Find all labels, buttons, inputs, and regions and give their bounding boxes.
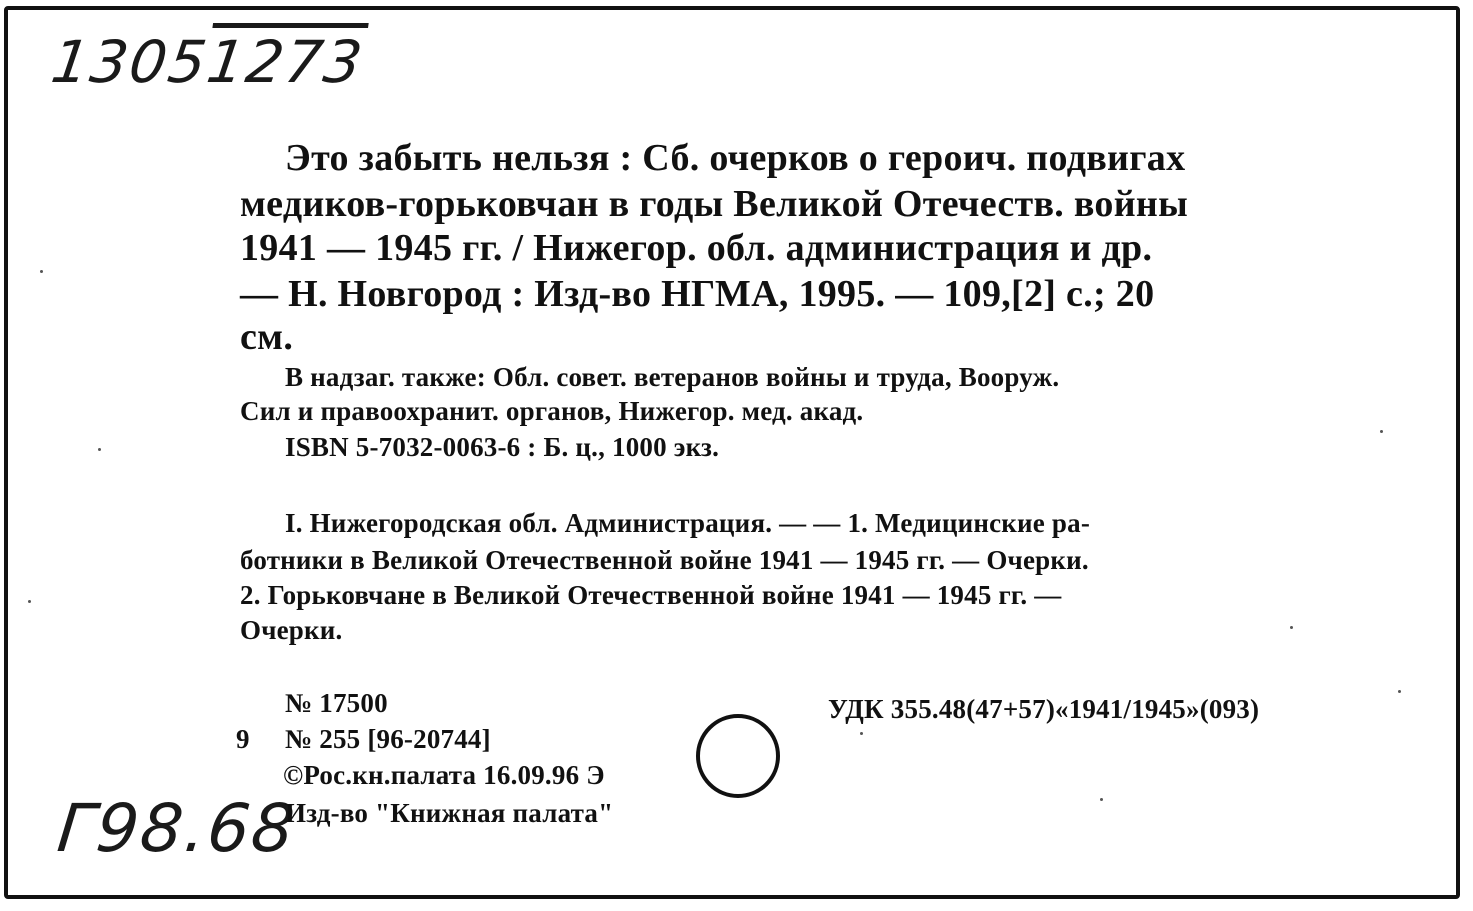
record-number-text: № 17500 [285, 688, 388, 718]
title-line-5 [240, 315, 293, 359]
tracing-line-2 [240, 545, 1089, 576]
scan-speck [40, 270, 43, 273]
prefix-digit-text: 9 [236, 724, 250, 754]
handwritten-number-overlined: 1273 [202, 28, 368, 96]
prefix-digit [236, 724, 250, 755]
order-number-text: № 255 [96-20744] [285, 724, 491, 754]
scan-speck [1100, 798, 1103, 801]
tracing-line-2-text: ботники в Великой Отечественной войне 1941 — 1945 гг. — Очерки. [240, 545, 1089, 575]
publisher-line [285, 798, 613, 829]
title-line-3 [240, 226, 1152, 270]
book-chamber-text: ©Рос.кн.палата 16.09.96 Э [283, 760, 605, 790]
udk-line [828, 694, 1259, 725]
record-number [285, 688, 388, 719]
scan-speck [28, 600, 31, 603]
note-line-2 [240, 396, 863, 427]
title-line-3-text: 1941 — 1945 гг. / Нижегор. обл. администрация и др. [240, 227, 1153, 269]
book-chamber-line [283, 760, 605, 791]
title-line-2-text: медиков-горьковчан в годы Великой Отечеств. войны [240, 183, 1189, 225]
handwritten-classification: Г98.68 [53, 790, 300, 867]
title-line-5-text: см. [240, 316, 294, 358]
scan-speck [860, 732, 863, 735]
note-line-2-text: Сил и правоохранит. органов, Нижегор. мед. акад. [240, 396, 864, 426]
tracing-line-1-text: I. Нижегородская обл. Администрация. — — 1. Медицинские ра- [285, 508, 1091, 538]
publisher-text: Изд-во "Книжная палата" [285, 798, 614, 828]
order-number [285, 724, 491, 755]
title-line-2 [240, 182, 1188, 226]
tracing-line-4-text: Очерки. [240, 615, 343, 645]
isbn-line [285, 432, 719, 463]
handwritten-shelf-number [47, 28, 368, 96]
scan-speck [1380, 430, 1383, 433]
scan-speck [1290, 626, 1293, 629]
title-line-1 [285, 136, 1378, 180]
scan-speck [98, 448, 101, 451]
tracing-line-3-text: 2. Горьковчане в Великой Отечественной войне 1941 — 1945 гг. — [240, 580, 1062, 610]
circle-stamp [696, 714, 780, 798]
tracing-line-1 [285, 508, 1090, 539]
note-line-1-text: В надзаг. также: Обл. совет. ветеранов войны и труда, Вооруж. [285, 362, 1060, 392]
handwritten-number-base: 1305 [47, 28, 213, 96]
note-line-1 [285, 362, 1059, 393]
tracing-line-3 [240, 580, 1061, 611]
isbn-text: ISBN 5-7032-0063-6 : Б. ц., 1000 экз. [285, 432, 720, 462]
scan-speck [1398, 690, 1401, 693]
tracing-line-4 [240, 615, 343, 646]
title-line-4-text: — Н. Новгород : Изд-во НГМА, 1995. — 109,[2] с.; 20 [240, 273, 1155, 315]
title-line-4 [240, 272, 1154, 316]
title-line-1-text: Это забыть нельзя : Сб. очерков о героич. подвигах [285, 137, 1186, 179]
udk-text: УДК 355.48(47+57)«1941/1945»(093) [828, 694, 1260, 724]
